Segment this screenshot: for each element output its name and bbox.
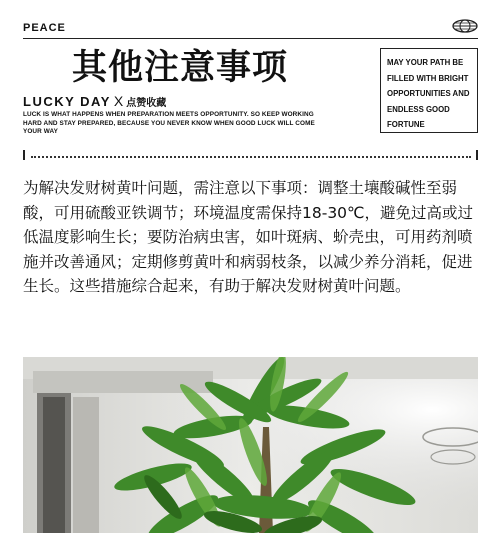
page-title: 其他注意事项	[72, 48, 289, 88]
collect-label: 点赞收藏	[126, 97, 167, 109]
lucky-line	[23, 93, 166, 109]
lucky-day-label: LUCKY DAY	[23, 93, 111, 109]
brand-label: PEACE	[23, 22, 66, 34]
globe-icon	[452, 19, 478, 33]
divider-left-bar	[23, 150, 25, 160]
luck-quote-text: LUCK IS WHAT HAPPENS WHEN PREPARATION MEETS OPPORTUNITY. SO KEEP WORKING HARD AND STAY PREPARED, BECAUSE YOU NEVER KNOW WHEN GOOD LUCK WILL COME YOUR WAY	[23, 111, 315, 135]
money-tree-photo	[23, 357, 478, 533]
top-divider	[23, 38, 478, 39]
quote-box-text: MAY YOUR PATH BE FILLED WITH BRIGHT OPPORTUNITIES AND ENDLESS GOOD FORTUNE	[387, 58, 470, 130]
cross-mark: X	[113, 93, 124, 109]
article-body: 为解决发财树黄叶问题，需注意以下事项：调整土壤酸碱性至弱酸，可用硫酸亚铁调节；环境温度需保持18-30℃，避免过高或过低温度影响生长；要防治病虫害，如叶斑病、蚧壳虫，可用药剂喷施并改善通风；定期修剪黄叶和病弱枝条，以减少养分消耗，促进生长。这些措施综合起来，有助于解决发财树黄叶问题。	[23, 179, 473, 295]
quote-box	[380, 48, 478, 133]
divider-right-bar	[476, 150, 478, 160]
dotted-divider	[31, 156, 471, 158]
